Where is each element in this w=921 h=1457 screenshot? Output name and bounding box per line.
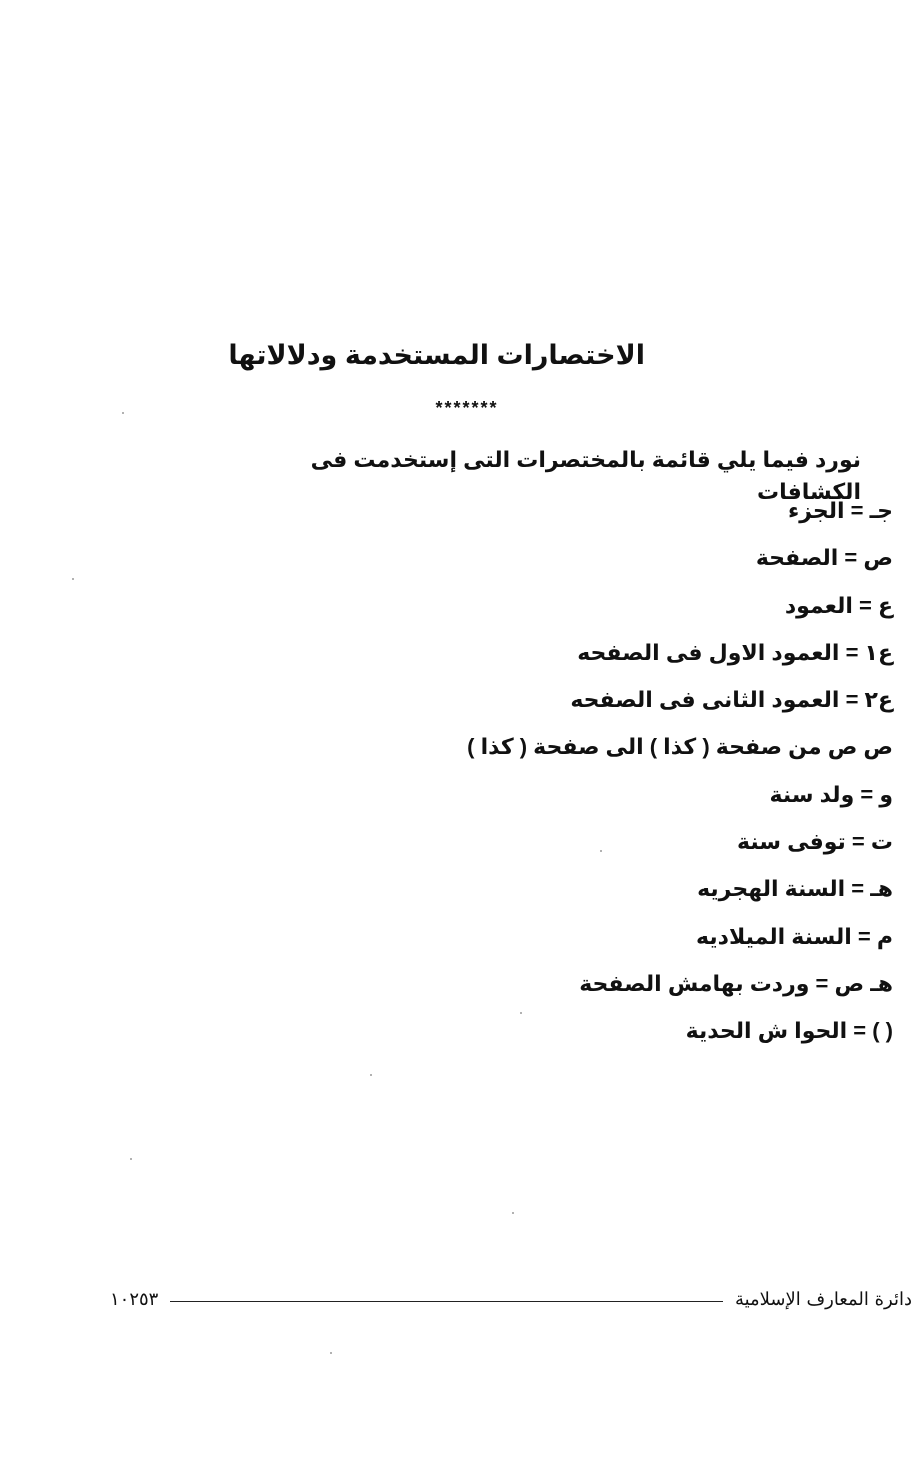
- abbreviation-item: م = السنة الميلاديه: [696, 923, 893, 949]
- scan-speck: [122, 412, 124, 414]
- footer-rule: [170, 1301, 723, 1302]
- abbreviation-item: ت = توفى سنة: [737, 829, 893, 855]
- page-footer: [110, 1284, 912, 1314]
- scan-speck: [72, 578, 74, 580]
- abbreviation-item: ع١ = العمود الاول فى الصفحه: [577, 639, 893, 665]
- abbreviation-item: ص ص من صفحة ( كذا ) الى صفحة ( كذا ): [467, 734, 893, 760]
- scan-speck: [512, 1212, 514, 1214]
- abbreviation-item: ص = الصفحة: [755, 545, 893, 571]
- footer-page-number: ١٠٢٥٣: [110, 1288, 159, 1310]
- abbreviation-item: و = ولد سنة: [769, 781, 893, 807]
- scan-speck: [130, 1158, 132, 1160]
- abbreviation-list: [467, 490, 893, 1058]
- scan-speck: [520, 1012, 522, 1014]
- abbreviation-item: هـ ص = وردت بهامش الصفحة: [579, 970, 893, 996]
- abbreviation-item: ع٢ = العمود الثانى فى الصفحه: [570, 687, 893, 713]
- abbreviation-item: جـ = الجزء: [787, 498, 893, 523]
- page-title: الاختصارات المستخدمة ودلالاتها: [228, 340, 645, 370]
- star-separator: *******: [435, 398, 499, 418]
- scan-speck: [600, 850, 602, 852]
- abbreviation-item: ( ) = الحوا ش الحدية: [685, 1018, 893, 1044]
- abbreviation-item: هـ = السنة الهجريه: [697, 876, 893, 902]
- intro-paragraph: نورد فيما يلي قائمة بالمختصرات التى إستخدمت فى الكشافات: [310, 447, 861, 504]
- scan-speck: [330, 1352, 332, 1354]
- footer-publication: دائرة المعارف الإسلامية: [734, 1288, 912, 1310]
- scan-speck: [370, 1074, 372, 1076]
- abbreviation-item: ع = العمود: [784, 592, 893, 618]
